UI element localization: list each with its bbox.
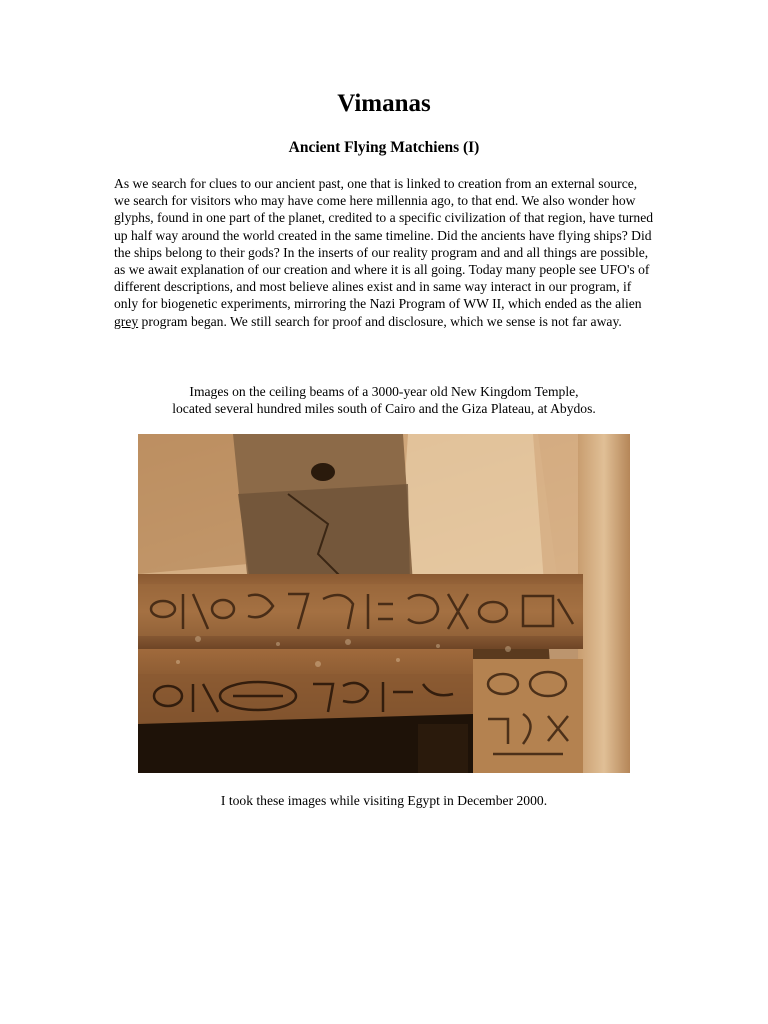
- photo-caption-line-2: located several hundred miles south of Cairo and the Giza Plateau, at Abydos.: [172, 401, 596, 417]
- page-subtitle: Ancient Flying Matchiens (I): [288, 139, 480, 156]
- photo-caption-line-1: Images on the ceiling beams of a 3000-year old New Kingdom Temple,: [189, 384, 579, 399]
- intro-paragraph: [114, 175, 656, 330]
- photo-caption-top: [0, 383, 768, 417]
- intro-text-end: program began. We still search for proof and disclosure, which we sense is not far away.: [138, 313, 622, 329]
- stone-column: [578, 434, 630, 773]
- abydos-ceiling-photo: [138, 434, 630, 773]
- grey-link[interactable]: grey: [114, 313, 139, 329]
- page-title: Vimanas: [337, 90, 431, 117]
- photo-caption-bottom: I took these images while visiting Egypt in December 2000.: [220, 793, 548, 808]
- intro-text-start: As we search for clues to our ancient past, one that is linked to creation from an external source, we search for visitors who may have come here millennia ago, to that end. We also wonder how glyphs, found in one part of the planet, credited to a specific civilization of that region, have turned up half way around the world created in the same timeline. Did the ancients have flying ships? Did the ships belong to their gods? In the inserts of our reality program and and all things are possible, as we await explanation of our creation and where it is all going. Today many people see UFO's of different descriptions, and most believe alines exist and in same way interact in our program, if only for biogenetic experiments, mirroring the Nazi Program of WW II, which ended as the alien: [114, 176, 654, 312]
